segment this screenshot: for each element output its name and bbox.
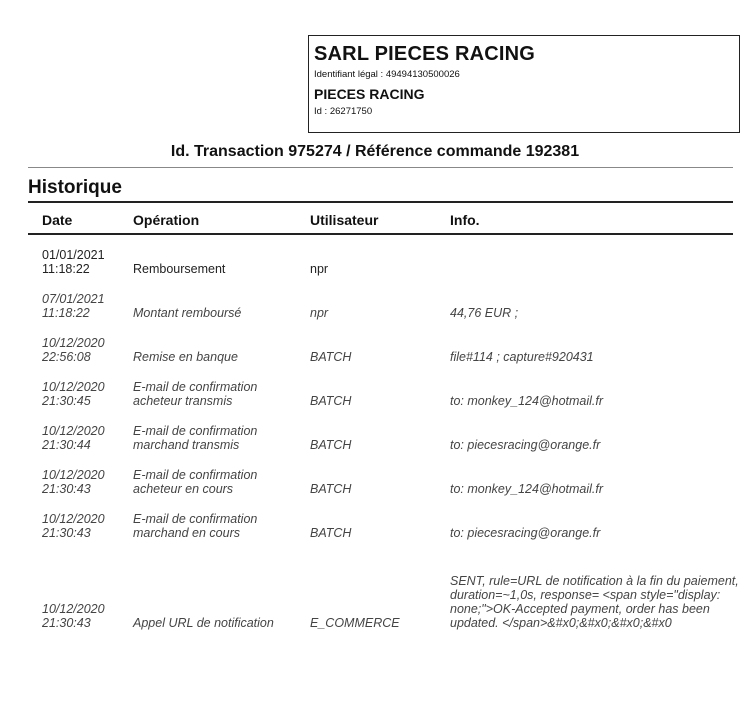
table-row [28, 550, 739, 630]
row-operation: E-mail de confirmation marchand en cours [133, 512, 258, 540]
column-header-operation: Opération [133, 212, 200, 228]
divider [28, 201, 733, 203]
table-row [28, 420, 733, 452]
row-operation: Remise en banque [133, 350, 238, 364]
table-row [28, 376, 733, 408]
row-user: BATCH [310, 350, 352, 364]
transaction-line: Id. Transaction 975274 / Référence commande 192381 [170, 143, 580, 160]
row-date: 10/12/2020 21:30:43 [42, 512, 105, 540]
row-user: BATCH [310, 526, 352, 540]
row-operation: Appel URL de notification [133, 616, 274, 630]
row-user: npr [310, 262, 329, 276]
divider [28, 233, 733, 235]
row-operation: Remboursement [133, 262, 226, 276]
row-date: 10/12/2020 21:30:43 [42, 602, 105, 630]
history-title: Historique [28, 177, 122, 198]
row-user: BATCH [310, 438, 352, 452]
company-name: SARL PIECES RACING [314, 43, 536, 65]
legal-id: Identifiant légal : 49494130500026 [314, 69, 460, 80]
row-operation: E-mail de confirmation acheteur transmis [133, 380, 258, 408]
row-user: BATCH [310, 394, 352, 408]
row-info: file#114 ; capture#920431 [450, 350, 594, 364]
row-date: 10/12/2020 21:30:43 [42, 468, 105, 496]
company-box [308, 35, 740, 133]
table-row [28, 244, 733, 276]
column-header-user: Utilisateur [310, 212, 379, 228]
row-date: 10/12/2020 21:30:45 [42, 380, 105, 408]
row-info: to: monkey_124@hotmail.fr [450, 394, 604, 408]
table-header [28, 212, 733, 233]
row-user: npr [310, 306, 329, 320]
row-info: to: piecesracing@orange.fr [450, 438, 601, 452]
table-row [28, 288, 733, 320]
row-operation: Montant remboursé [133, 306, 242, 320]
table-row [28, 332, 733, 364]
row-operation: E-mail de confirmation acheteur en cours [133, 468, 258, 496]
merchant-id: Id : 26271750 [314, 106, 373, 117]
row-operation: E-mail de confirmation marchand transmis [133, 424, 258, 452]
row-date: 10/12/2020 21:30:44 [42, 424, 105, 452]
row-info: SENT, rule=URL de notification à la fin du paiement, duration=~1,0s, response= <span style="display: none;">OK-Accepted payment, order has been updated. </span>&#x0;&#x0;&#x0;&#x0 [450, 574, 739, 630]
table-row [28, 508, 733, 540]
merchant-name: PIECES RACING [314, 86, 425, 102]
row-date: 07/01/2021 11:18:22 [42, 292, 105, 320]
row-info: to: piecesracing@orange.fr [450, 526, 601, 540]
row-user: BATCH [310, 482, 352, 496]
table-row [28, 464, 733, 496]
row-user: E_COMMERCE [310, 616, 400, 630]
column-header-date: Date [42, 212, 73, 228]
column-header-info: Info. [450, 212, 480, 228]
row-date: 10/12/2020 22:56:08 [42, 336, 105, 364]
row-info: to: monkey_124@hotmail.fr [450, 482, 604, 496]
row-info: 44,76 EUR ; [450, 306, 519, 320]
row-date: 01/01/2021 11:18:22 [42, 248, 105, 276]
divider [28, 167, 733, 168]
